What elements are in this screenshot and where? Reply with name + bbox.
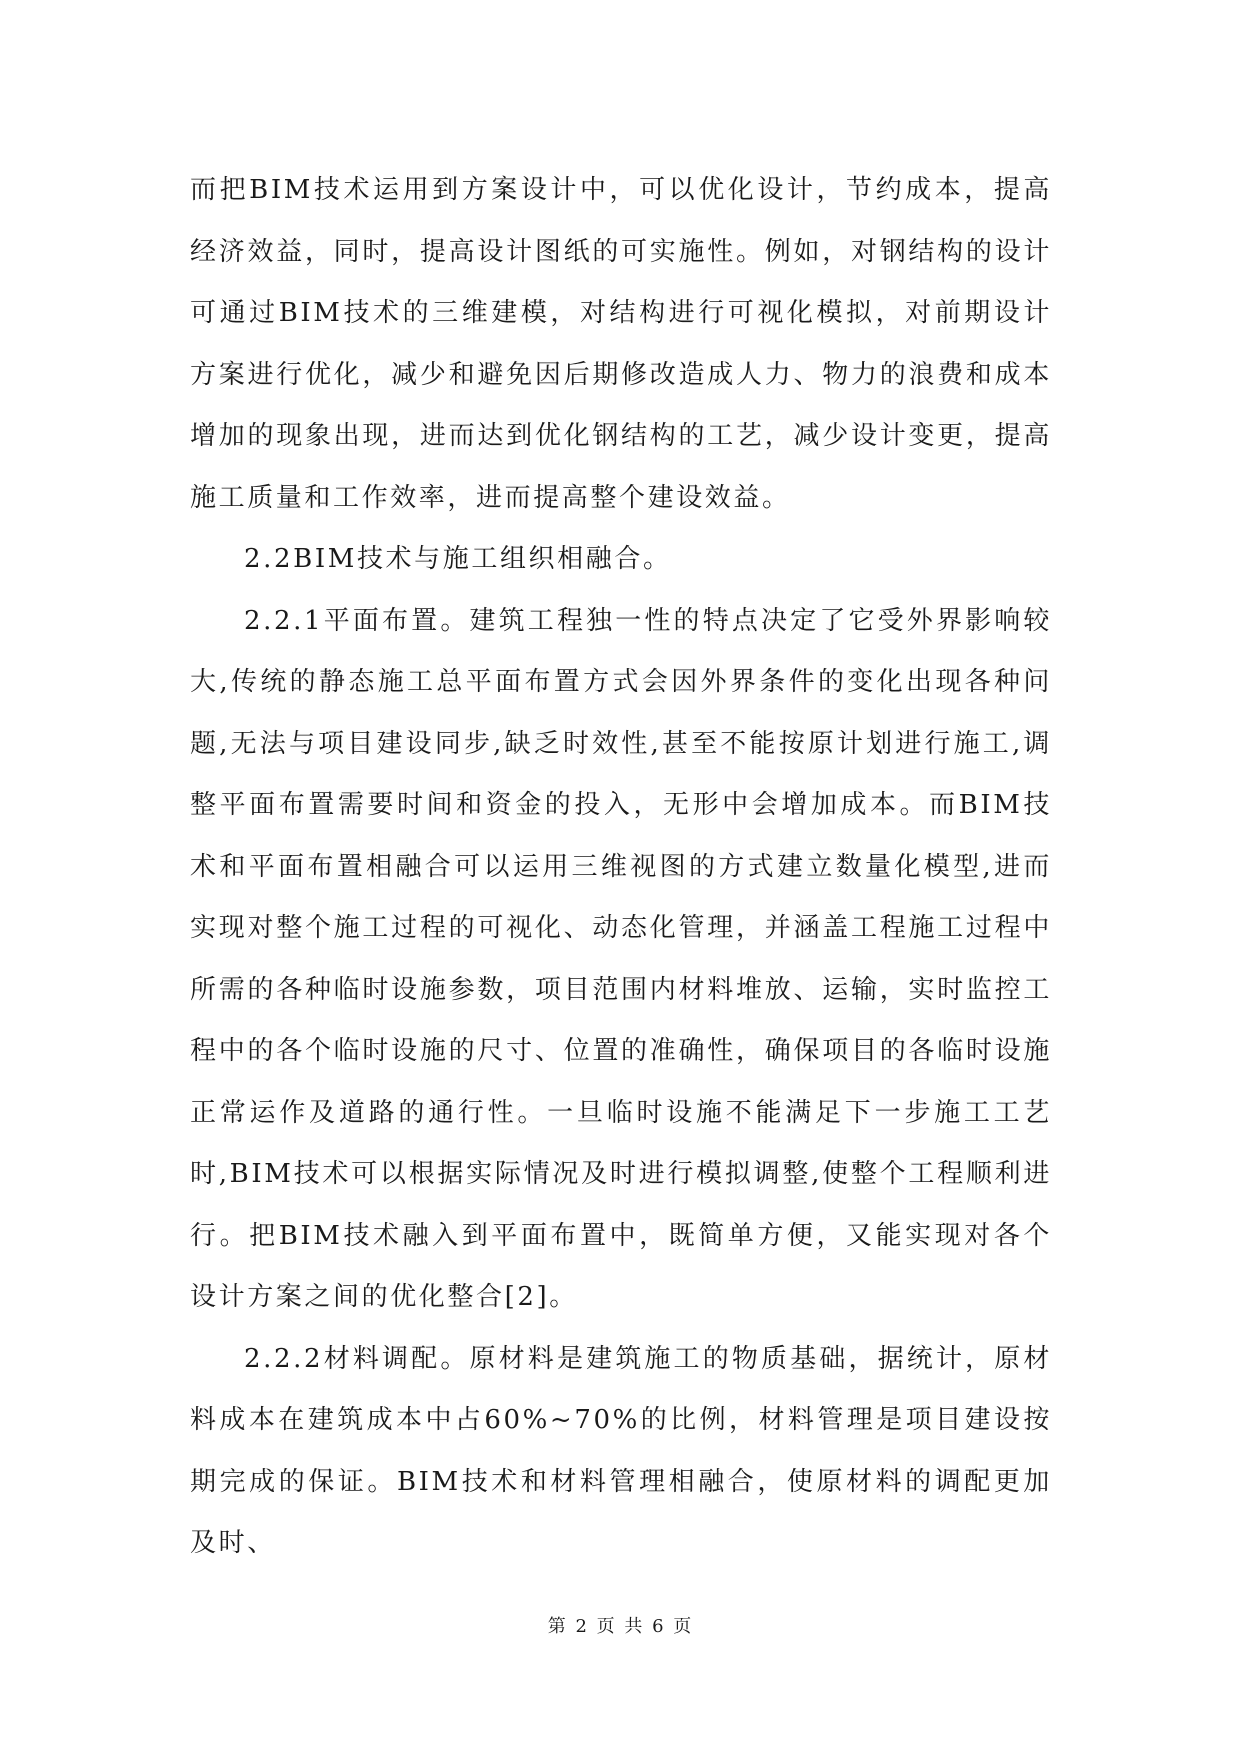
paragraph-continuation: 而把BIM技术运用到方案设计中，可以优化设计，节约成本，提高经济效益，同时，提高设计图纸的可实施性。例如，对钢结构的设计可通过BIM技术的三维建模，对结构进行可视化模拟，对前期设计方案进行优化，减少和避免因后期修改造成人力、物力的浪费和成本增加的现象出现，进而达到优化钢结构的工艺，减少设计变更，提高施工质量和工作效率，进而提高整个建设效益。	[190, 175, 1052, 513]
section-heading-2-2: 2.2BIM技术与施工组织相融合。	[244, 544, 672, 574]
paragraph-2-2-2-material-allocation: 2.2.2材料调配。原材料是建筑施工的物质基础，据统计，原材料成本在建筑成本中占60%~70%的比例，材料管理是项目建设按期完成的保证。BIM技术和材料管理相融合，使原材料的调配更加及时、	[190, 1343, 1052, 1558]
paragraph-2-2-1-plan-layout: 2.2.1平面布置。建筑工程独一性的特点决定了它受外界影响较大,传统的静态施工总平面布置方式会因外界条件的变化出现各种问题,无法与项目建设同步,缺乏时效性,甚至不能按原计划进行施工,调整平面布置需要时间和资金的投入，无形中会增加成本。而BIM技术和平面布置相融合可以运用三维视图的方式建立数量化模型,进而实现对整个施工过程的可视化、动态化管理，并涵盖工程施工过程中所需的各种临时设施参数，项目范围内材料堆放、运输，实时监控工程中的各个临时设施的尺寸、位置的准确性，确保项目的各临时设施正常运作及道路的通行性。一旦临时设施不能满足下一步施工工艺时,BIM技术可以根据实际情况及时进行模拟调整,使整个工程顺利进行。把BIM技术融入到平面布置中，既简单方便，又能实现对各个设计方案之间的优化整合[2]。	[190, 605, 1052, 1312]
page-number-footer: 第 2 页 共 6 页	[547, 1616, 694, 1637]
document-body	[190, 160, 1052, 1575]
